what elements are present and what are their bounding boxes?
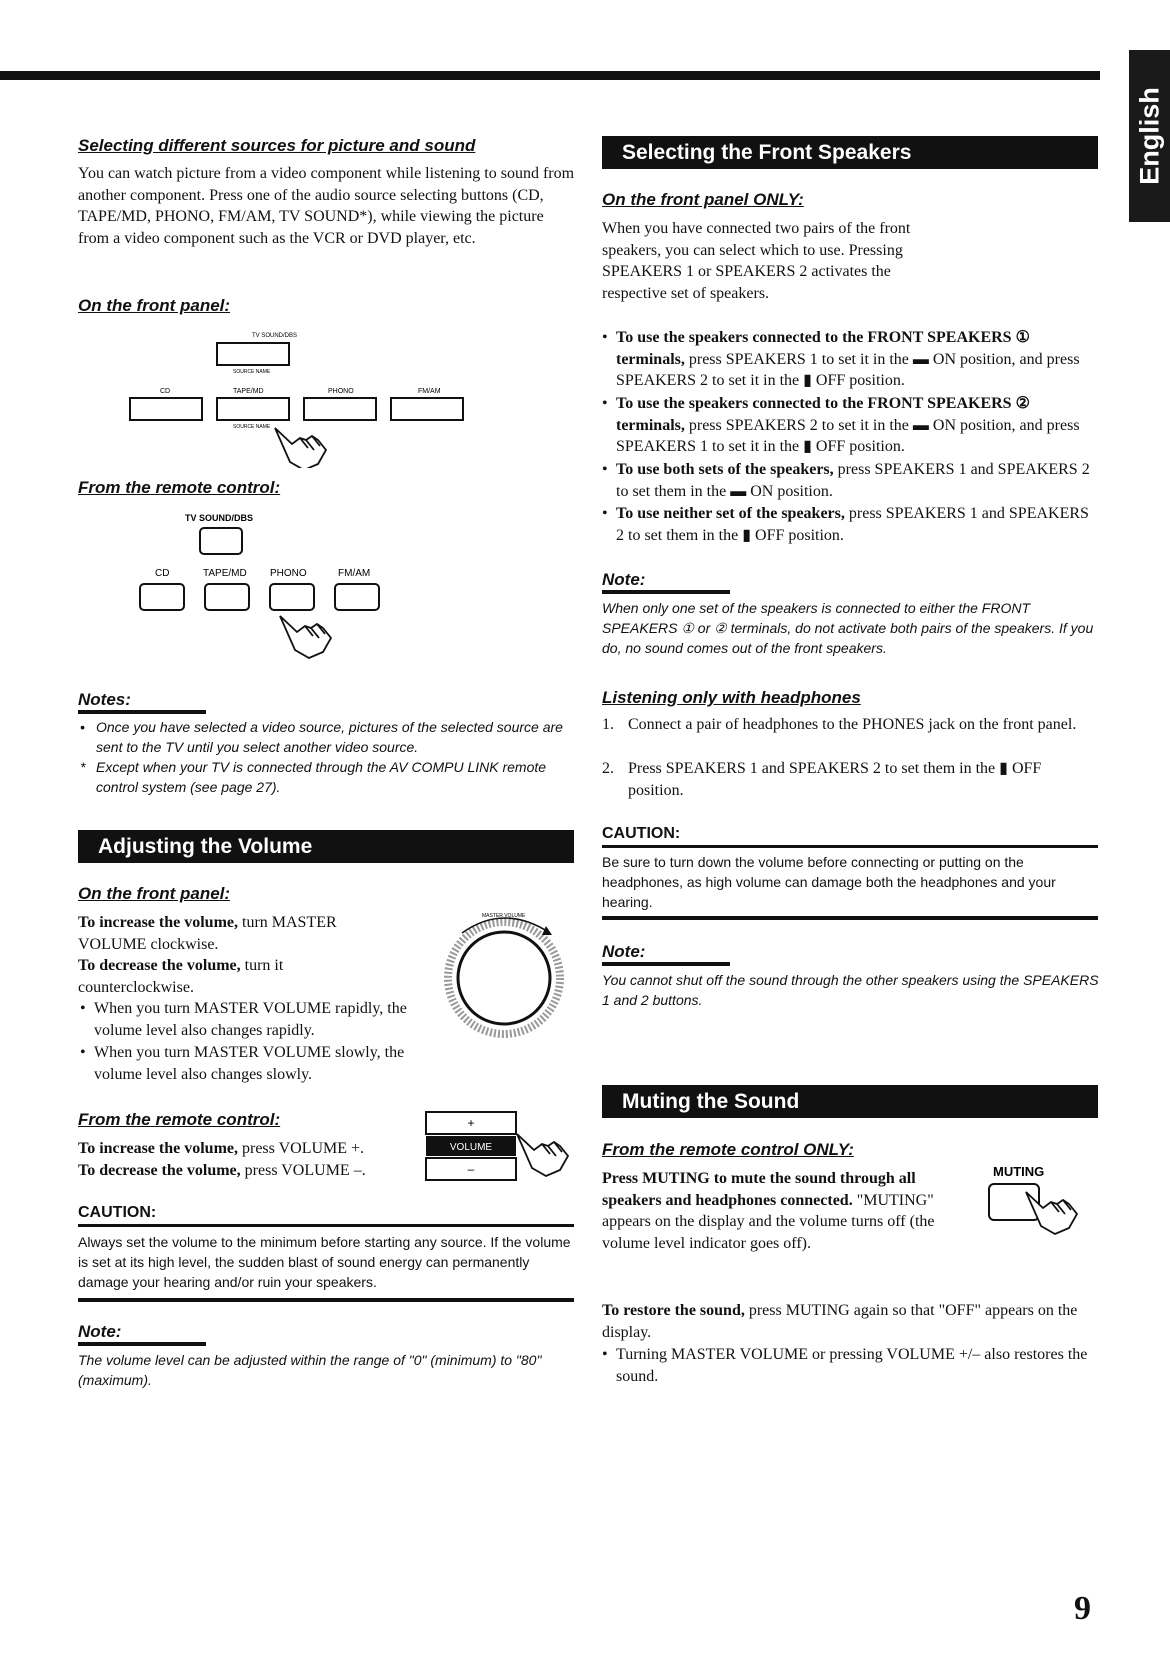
muting-restore (602, 1300, 1100, 1343)
speakers-banner: Selecting the Front Speakers (602, 136, 1098, 169)
hp-note-rule (602, 962, 730, 966)
front-panel-buttons-diagram (120, 328, 480, 468)
speakers-note-rule (602, 590, 730, 594)
notes-heading: Notes: (78, 690, 131, 709)
muting-sub: From the remote control ONLY: (602, 1140, 854, 1159)
note-marker-2: * (80, 759, 86, 775)
notes-list (78, 717, 578, 797)
rc-fmam-label: FM/AM (338, 568, 371, 579)
rc-phono-button[interactable] (270, 584, 314, 610)
headphones-step-2 (600, 758, 1100, 801)
volume-note-rule (78, 1342, 206, 1346)
speakers-bullet-4 (600, 503, 1100, 546)
volume-rc-increase (78, 1138, 418, 1160)
volume-banner: Adjusting the Volume (78, 830, 574, 863)
vol-inc-bold: To increase the volume, (78, 914, 238, 931)
hp-step-1-text: Connect a pair of headphones to the PHONES jack on the front panel. (628, 716, 1077, 733)
hp-caution-rule (602, 845, 1098, 848)
volume-front-panel-heading: On the front panel: (78, 884, 231, 903)
rc-tape-button[interactable] (205, 584, 249, 610)
remote-buttons-diagram (130, 508, 390, 668)
muting-restore-bold: To restore the sound, (602, 1302, 745, 1319)
headphones-heading: Listening only with headphones (602, 688, 861, 707)
muting-banner: Muting the Sound (602, 1085, 1098, 1118)
sel-sources-body: You can watch picture from a video component while listening to sound from another component. Press one of the audio source selecting buttons (CD, TAPE/MD, PHONO, FM/AM, TV SOUND*), while viewing the picture from a video component such as the VCR or DVD player, etc. (78, 165, 575, 247)
speakers-note-text: When only one set of the speakers is connected to either the FRONT SPEAKERS ① or ② terminals, do not activate both pairs of the speakers. If you do, no sound comes out of the front speakers. (602, 600, 1094, 656)
note-item-2 (78, 757, 578, 797)
speakers-bullet-2 (600, 393, 1100, 458)
headphones-note-heading: Note: (602, 942, 646, 961)
rc-cd-label: CD (155, 568, 170, 579)
speakers-note-heading: Note: (602, 570, 646, 589)
fp-tape-button[interactable] (217, 398, 289, 420)
fp-fmam-button[interactable] (391, 398, 463, 420)
volume-label: VOLUME (449, 1142, 493, 1153)
fp-source-name-label: SOURCE NAME (233, 369, 271, 375)
notes-rule (78, 710, 206, 714)
muting-press-bold: Press MUTING to mute the sound through all speakers and headphones connected. (602, 1170, 916, 1209)
volume-remote-heading: From the remote control: (78, 1110, 281, 1129)
rc-dec-bold: To decrease the volume, (78, 1162, 241, 1179)
headphones-step-1 (600, 714, 1100, 736)
volume-minus-label: – (467, 1162, 475, 1176)
fp-phono-button[interactable] (304, 398, 376, 420)
volume-plus-label: + (467, 1116, 475, 1130)
pointing-hand-icon (275, 428, 326, 468)
muting-button-label: MUTING (993, 1164, 1045, 1179)
rc-dec-text: press VOLUME –. (240, 1162, 366, 1179)
spk-b2-bold: To use the speakers connected to the FRONT SPEAKERS ② terminals, (616, 395, 1030, 434)
note-text-1: Once you have selected a video source, pictures of the selected source are sent to the TV until you select another video source. (96, 719, 563, 755)
front-panel-heading: On the front panel: (78, 296, 231, 315)
rc-inc-bold: To increase the volume, (78, 1140, 238, 1157)
rc-cd-button[interactable] (140, 584, 184, 610)
fp-cd-button[interactable] (130, 398, 202, 420)
note-text-2: Except when your TV is connected through the AV COMPU LINK remote control system (see page 27). (96, 759, 547, 795)
rc-phono-label: PHONO (270, 568, 307, 579)
headphones-caution-heading: CAUTION: (602, 825, 681, 842)
spk-b3-text: press SPEAKERS 1 and SPEAKERS 2 to set them in the ▬ ON position. (616, 461, 1090, 500)
spk-b4-bold: To use neither set of the speakers, (616, 505, 845, 522)
pointing-hand-icon-3 (517, 1134, 568, 1176)
pointing-hand-icon-2 (280, 616, 331, 658)
muting-bullet: • Turning MASTER VOLUME or pressing VOLUME +/– also restores the sound. (600, 1344, 1100, 1387)
vol-dec-text: turn it counterclockwise. (78, 957, 284, 996)
vol-inc-text: turn MASTER VOLUME clockwise. (78, 914, 337, 953)
hp-step-1-num: 1. (602, 716, 614, 733)
spk-b4-text: press SPEAKERS 1 and SPEAKERS 2 to set them in the ▮ OFF position. (616, 505, 1089, 544)
volume-note-heading: Note: (78, 1322, 122, 1341)
rc-tv-label: TV SOUND/DBS (185, 513, 254, 523)
headphones-note-text: You cannot shut off the sound through the other speakers using the SPEAKERS 1 and 2 buttons. (602, 972, 1099, 1008)
hp-caution-bottom-rule (602, 916, 1098, 920)
volume-increase (78, 912, 398, 955)
muting-button-diagram (985, 1158, 1100, 1258)
volume-remote-diagram (420, 1108, 580, 1188)
note-marker-1: • (80, 719, 85, 735)
rc-fmam-button[interactable] (335, 584, 379, 610)
volume-decrease (78, 955, 348, 998)
fp-tv-sound-button[interactable] (217, 343, 289, 365)
vol-dec-bold: To decrease the volume, (78, 957, 241, 974)
speakers-bullet-3 (600, 459, 1100, 502)
language-tab (1129, 50, 1170, 222)
fp-fmam-label: FM/AM (418, 388, 441, 395)
remote-heading: From the remote control: (78, 478, 281, 497)
sel-sources-heading: Selecting different sources for picture and sound (78, 136, 476, 155)
muting-press (602, 1168, 962, 1254)
fp-tv-label: TV SOUND/DBS (252, 333, 298, 339)
volume-rc-decrease (78, 1160, 418, 1182)
rc-tv-sound-button[interactable] (200, 528, 242, 554)
hp-step-2-text: Press SPEAKERS 1 and SPEAKERS 2 to set them in the ▮ OFF position. (628, 760, 1042, 799)
headphones-caution-text: Be sure to turn down the volume before connecting or putting on the headphones, as high volume can damage both the headphones and your hearing. (602, 854, 1056, 910)
note-item-1 (78, 717, 578, 757)
hp-step-2-num: 2. (602, 760, 614, 777)
volume-bullet-2: • When you turn MASTER VOLUME slowly, the volume level also changes slowly. (78, 1042, 428, 1085)
speakers-bullet-1 (600, 327, 1100, 392)
spk-b3-bold: To use both sets of the speakers, (616, 461, 834, 478)
muting-restore-text: press MUTING again so that "OFF" appears on the display. (602, 1302, 1078, 1341)
speakers-body: When you have connected two pairs of the front speakers, you can select which to use. Pressing SPEAKERS 1 or SPEAKERS 2 activates the respective set of speakers. (602, 220, 911, 302)
volume-caution-bottom-rule (78, 1298, 574, 1302)
fp-source-name-label-2: SOURCE NAME (233, 424, 271, 430)
volume-note-text: The volume level can be adjusted within the range of "0" (minimum) to "80" (maximum). (78, 1352, 542, 1388)
muting-press-text: "MUTING" appears on the display and the volume turns off (the volume level indicator goes off). (602, 1191, 935, 1252)
spk-b2-text: press SPEAKERS 2 to set it in the ▬ ON position, and press SPEAKERS 1 to set it in the ▮ OFF position. (616, 416, 1080, 455)
top-rule (0, 71, 1100, 80)
spk-b1-bold: To use the speakers connected to the FRONT SPEAKERS ① terminals, (616, 329, 1030, 368)
page-number: 9 (1074, 1590, 1091, 1627)
language-label: English (1134, 87, 1164, 185)
fp-phono-label: PHONO (328, 388, 354, 395)
volume-bullet-1: • When you turn MASTER VOLUME rapidly, the volume level also changes rapidly. (78, 998, 428, 1041)
fp-tape-label: TAPE/MD (233, 388, 264, 395)
rc-inc-text: press VOLUME +. (238, 1140, 365, 1157)
knob-arrowhead (542, 926, 552, 935)
volume-caution-heading: CAUTION: (78, 1204, 157, 1221)
rc-tape-label: TAPE/MD (203, 568, 247, 579)
master-volume-knob[interactable] (458, 932, 550, 1024)
volume-caution-rule (78, 1224, 574, 1227)
speakers-sub: On the front panel ONLY: (602, 190, 804, 209)
fp-cd-label: CD (160, 388, 171, 395)
spk-b1-text: press SPEAKERS 1 to set it in the ▬ ON position, and press SPEAKERS 2 to set it in the ▮ OFF position. (616, 350, 1080, 389)
master-volume-knob-diagram (432, 908, 572, 1038)
knob-label: MASTER VOLUME (482, 913, 526, 919)
volume-caution-text: Always set the volume to the minimum before starting any source. If the volume is set at its high level, the sudden blast of sound energy can permanently damage your hearing and/or ruin your speakers. (78, 1234, 571, 1290)
